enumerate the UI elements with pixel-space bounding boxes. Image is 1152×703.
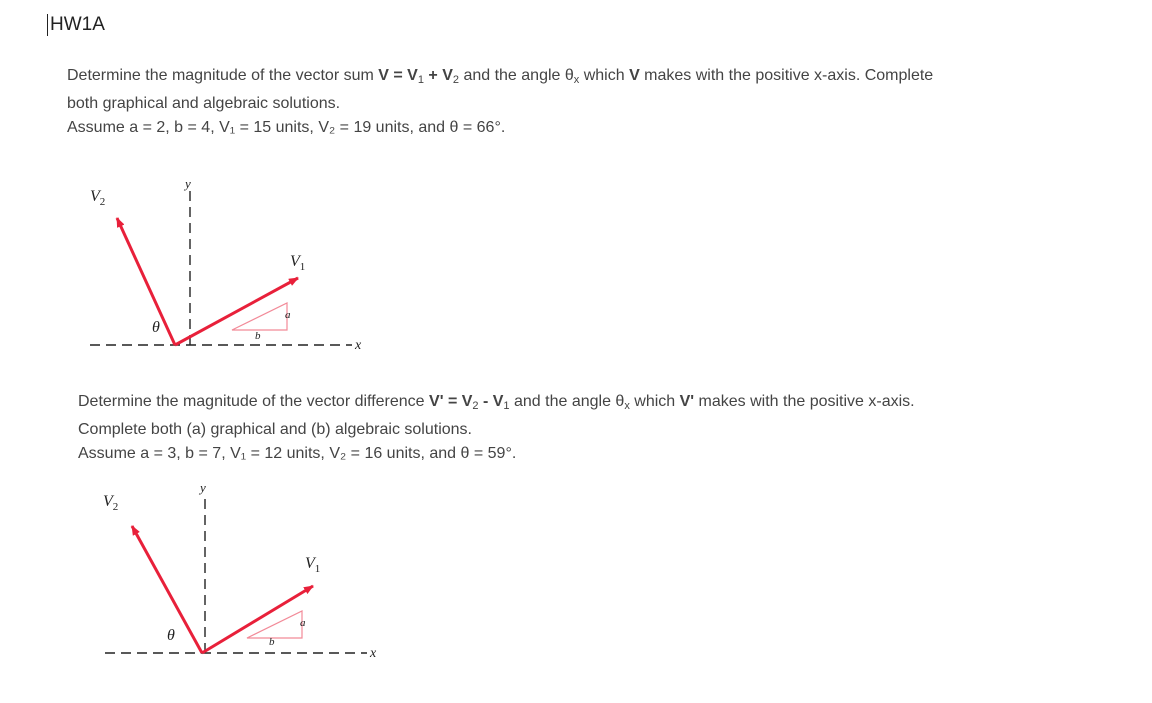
subscript: 2 bbox=[472, 400, 479, 412]
text: and the angle θ bbox=[459, 67, 574, 84]
problem-2-line-1 bbox=[78, 390, 1078, 418]
problem-1-line-1 bbox=[67, 64, 1067, 92]
b-label: b bbox=[255, 330, 261, 342]
vector-v1-arrow bbox=[175, 278, 298, 345]
problem-1-line-3: Assume a = 2, b = 4, V₁ = 15 units, V₂ = 19 units, and θ = 66°. bbox=[67, 119, 506, 136]
problem-1-line-2: both graphical and algebraic solutions. bbox=[67, 95, 341, 112]
x-label: x bbox=[355, 338, 362, 353]
y-label: y bbox=[200, 480, 206, 495]
text: - V bbox=[478, 393, 504, 410]
v1-label: $V_1$ bbox=[290, 253, 306, 273]
v2-label: $V_2$ bbox=[90, 188, 106, 208]
problem-2-statement bbox=[78, 390, 1078, 466]
text: + V bbox=[423, 67, 453, 84]
vector-v1-arrow bbox=[202, 586, 313, 653]
text: makes with the positive x-axis. bbox=[694, 393, 915, 410]
subscript: 2 bbox=[452, 74, 459, 86]
subscript: x bbox=[573, 74, 580, 86]
text: V' bbox=[679, 393, 695, 410]
problem-2-line-2: Complete both (a) graphical and (b) algebraic solutions. bbox=[78, 421, 472, 438]
theta-label: θ bbox=[152, 319, 160, 336]
problem-2-line-3: Assume a = 3, b = 7, V₁ = 12 units, V₂ = 16 units, and θ = 59°. bbox=[78, 445, 517, 462]
text: V bbox=[629, 67, 640, 84]
text: which bbox=[579, 67, 630, 84]
a-label: a bbox=[300, 617, 306, 629]
component-triangle bbox=[232, 303, 287, 330]
v1-label: $V_1$ bbox=[305, 555, 321, 575]
component-triangle bbox=[247, 611, 302, 638]
v2-label: $V_2$ bbox=[103, 493, 119, 513]
text: V' = V bbox=[429, 393, 473, 410]
text: V = V bbox=[378, 67, 418, 84]
y-label: y bbox=[185, 176, 191, 191]
problem-1-statement bbox=[67, 64, 1067, 140]
theta-label: θ bbox=[167, 627, 175, 644]
text: Determine the magnitude of the vector difference bbox=[78, 393, 430, 410]
subscript: x bbox=[624, 400, 630, 412]
a-label: a bbox=[285, 309, 291, 321]
text: Determine the magnitude of the vector sum bbox=[67, 67, 379, 84]
page-title: HW1A bbox=[47, 14, 105, 36]
text: which bbox=[629, 393, 680, 410]
text: and the angle θ bbox=[509, 393, 625, 410]
problem-2-diagram bbox=[75, 478, 405, 668]
subscript: 1 bbox=[503, 400, 510, 412]
vector-v2-arrow bbox=[117, 218, 175, 345]
x-label: x bbox=[370, 646, 377, 661]
b-label: b bbox=[269, 636, 275, 648]
problem-1-diagram bbox=[60, 170, 390, 360]
text: makes with the positive x-axis. Complete bbox=[639, 67, 934, 84]
subscript: 1 bbox=[417, 74, 424, 86]
